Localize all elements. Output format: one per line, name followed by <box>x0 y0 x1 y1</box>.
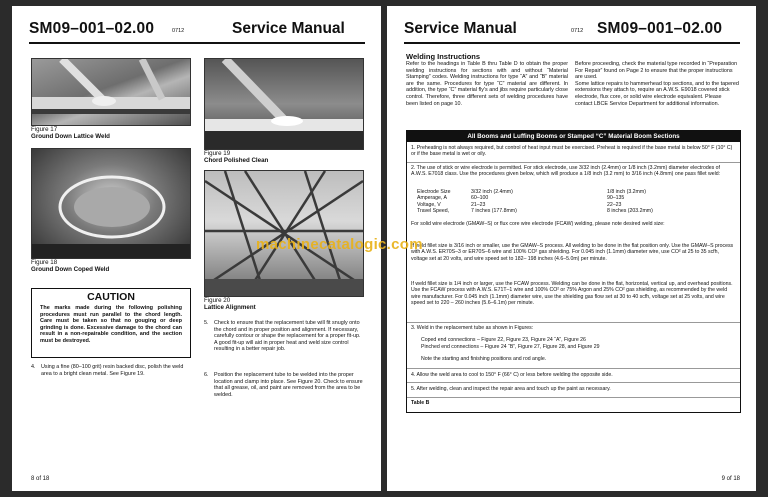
table-row: Amperage, A 60–100 90–135 <box>417 195 625 202</box>
manual-code-small: 0712 <box>571 28 584 34</box>
figure-20-caption: Figure 20 Lattice Alignment <box>204 297 256 312</box>
lattice-alignment-photo <box>205 171 363 296</box>
divider <box>407 322 740 323</box>
divider <box>407 397 740 398</box>
item-3c: Note the starting and finishing positions and rod angle. <box>421 356 547 362</box>
caution-text: The marks made during the following polishing procedures must run parallel to the chord length. Care must be taken so that no gouging or deep grinding is done. Excessive damage to the chord can result in a non-repairable condition, and the section must be destroyed. <box>40 305 182 344</box>
page-number: 8 of 18 <box>31 476 50 482</box>
right-page <box>387 6 756 491</box>
figure-18-photo <box>31 148 191 259</box>
watermark: machinecatalogic.com <box>256 236 423 253</box>
header-rule <box>404 42 740 44</box>
item-3: 3. Weld in the replacement tube as shown in Figures: <box>411 325 534 331</box>
item-2: 2. The use of stick or wire electrode is permitted. For stick electrode, use 3/32 inch (2.4mm) or 1/8 inch (3.2mm) diameter electrodes of A.W.S. E7018 class. Use the procedures given below, which will produce a 1/8 inch (3.2 mm) to 3/16 inch (4.8mm) one pass fillet weld: <box>411 165 721 178</box>
manual-code: SM09–001–02.00 <box>597 20 723 37</box>
item-4: 4. Allow the weld area to cool to 150° F (66° C) or less before welding the opposite side. <box>411 372 613 378</box>
item-2c: If weld fillet size is 3/16 inch or smaller, use the GMAW–S process. All welding to be done in the flat position only. Use the GMAW–S process with A.W.S. ER70S–3 or ER70S–6 wire and 100% CO² gas shielding. For 0.045 inch (1.1mm) diameter wire, use CO² at 25 to 35 scfh, voltage set at 20 volts, and wire speed set to 182– 198 inches (4.6–5.0m) per minute. <box>411 243 734 262</box>
left-page: SM09–001–02.00 0712 Service Manual Figure 17 Ground Down Lattice Weld Figure 18 Ground Down Coped Weld CAUTION The marks made during the following polishing procedures must run parallel to the chord length. Care must be taken so that no gouging or deep grinding is done. Excessive damage to the chord can result in a non-repairable condition, and the section must be destroyed. 4. Using a fine (80–100 grit) resin backed disc, polish the weld area to a bright clean metal. See Figure 19. Figure 19 Chord Polished Clean Figure 20 Lattice Alignment 5. Check to ensure that the replacement tube will fit snugly onto the chord and in proper position and alignment. If necessary, carefully contour or shape the replacement for a proper fit-up. A good fit-up will aid in proper heat and weld size control resulting in a better repair job. 6. Position the replacement tube to be welded into the proper location and clamp into place. See Figure 20. Check to ensure that all grease, oil, and paint are removed from the area to be welded. 8 of 18 <box>12 6 381 491</box>
intro-right: Before proceeding, check the material type recorded in “Preparation For Repair” found on Page 2 to ensure that the proper instructions are used. Some lattice repairs to hammerhead top sections, and to the tapered extensions they attach to, require an A.W.S. E9018 covered stick electrode, flux core, or solid wire electrode equivalent. Please contact LBCE Service Department for additional information. <box>575 61 739 107</box>
page-number: 9 of 18 <box>721 476 740 482</box>
coped-weld-photo <box>32 149 190 258</box>
item-2b: For solid wire electrode (GMAW–S) or flux core wire electrode (FCAW) welding, please note desired weld size: <box>411 221 665 227</box>
figure-19-caption: Figure 19 Chord Polished Clean <box>204 150 269 165</box>
lattice-weld-photo <box>32 59 190 125</box>
divider <box>407 368 740 369</box>
table-b-header: All Booms and Luffing Booms or Stamped “C” Material Boom Sections <box>407 131 740 142</box>
item-2d: If weld fillet size is 1/4 inch or larger, use the FCAW process. Welding can be done in the flat, horizontal, vertical up, and overhead positions. Use the FCAW process with A.W.S. E71T–1 wire and 100% CO² or 75% Argon and 25% CO² gas shielding, as recommended by the weld wire manufacturer. For 0.045 inch (1.1mm) diameter wire, use the shielding gas flow set at 30 to 40 scfh, voltage set at 25 volts, and wire speed set to 220 – 260 inches (5.6–6.1m) per minute. <box>411 281 733 306</box>
manual-code: SM09–001–02.00 <box>29 20 155 37</box>
item-5: 5. After welding, clean and inspect the repair area and touch up the paint as necessary. <box>411 386 611 392</box>
item-1: 1. Preheating is not always required, but control of heat input must be exercised. Preheat is required if the base metal is below 50° F (10° C) or if the base metal is wet or oily. <box>411 145 733 158</box>
divider <box>407 162 740 163</box>
item-3a: Coped end connections – Figure 22, Figure 23, Figure 24 “A”, Figure 26 <box>421 337 586 343</box>
manual-code-small: 0712 <box>172 28 185 34</box>
table-row: Voltage, V 21–23 22–23 <box>417 201 622 208</box>
welding-heading: Welding Instructions <box>406 52 481 61</box>
item-3b: Pinched end connections – Figure 24 “B”, Figure 27, Figure 28, and Figure 29 <box>421 344 600 350</box>
page-title: Service Manual <box>232 20 345 37</box>
figure-20-photo <box>204 170 364 297</box>
caution-box <box>31 288 191 358</box>
caution-title: CAUTION <box>87 291 135 303</box>
chord-polished-photo <box>205 59 363 149</box>
page-title: Service Manual <box>404 20 517 37</box>
figure-17-photo <box>31 58 191 126</box>
header-rule <box>29 42 365 44</box>
table-b-label: Table B <box>411 400 430 406</box>
figure-17-caption: Figure 17 Ground Down Lattice Weld <box>31 126 110 141</box>
divider <box>407 382 740 383</box>
figure-19-photo <box>204 58 364 150</box>
table-row: Electrode Size 3/32 inch (2.4mm) 1/8 inch (3.2mm) <box>417 189 646 195</box>
figure-18-caption: Figure 18 Ground Down Coped Weld <box>31 259 110 274</box>
electrode-table <box>417 189 737 214</box>
intro-left: Refer to the headings in Table B thru Table D to obtain the proper welding instructions for sections with and without “Material Stamping” codes. Welding instructions for type “A” and “B” material are the same. Procedures for type “C” material are different. In addition, the type “C” material fly's and jibs require particularly close control. Therefore, three different sets of welding procedures have been listed on page 10. <box>406 61 568 107</box>
table-row: Travel Speed, 7 inches (177.8mm) 8 inches (203.2mm) <box>417 207 653 214</box>
table-b-box <box>406 130 741 413</box>
